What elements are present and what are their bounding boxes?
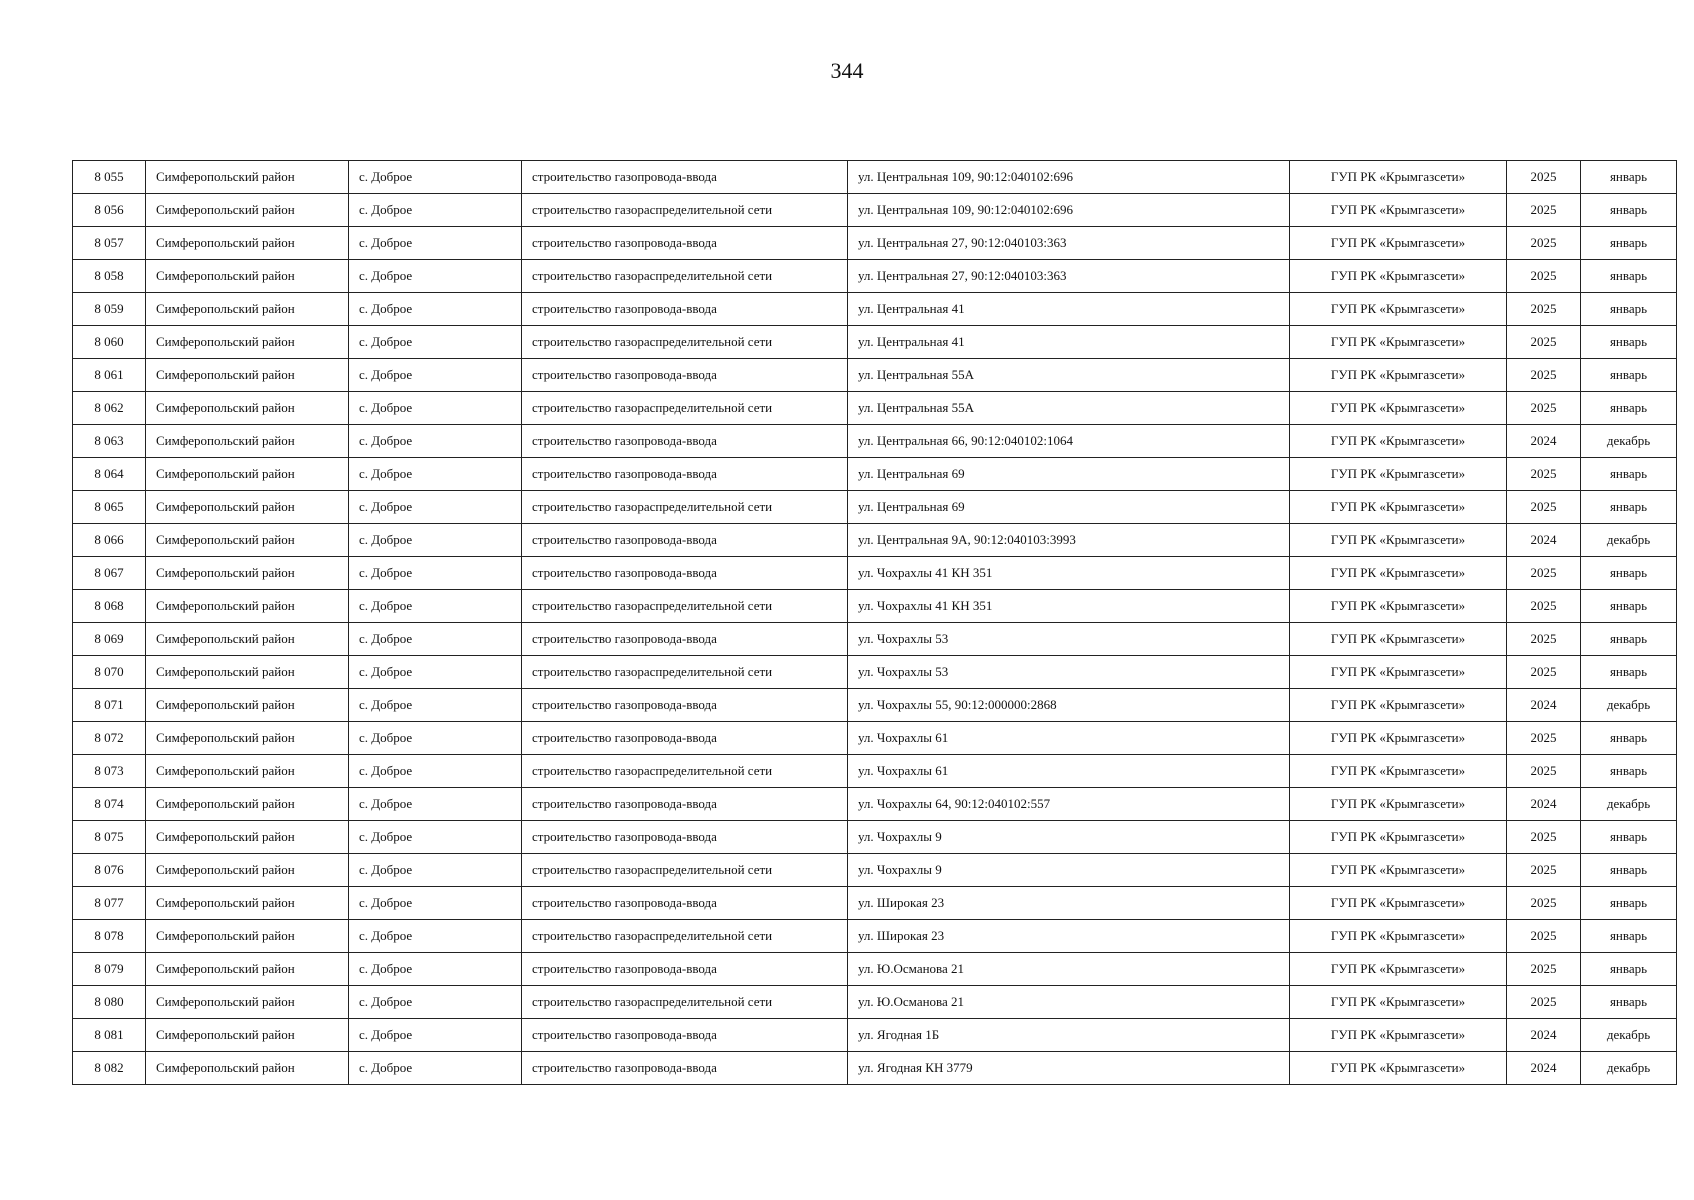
cell-village: с. Доброе	[349, 392, 522, 425]
cell-work-type: строительство газораспределительной сети	[522, 491, 848, 524]
cell-district: Симферопольский район	[146, 656, 349, 689]
cell-village: с. Доброе	[349, 788, 522, 821]
cell-address: ул. Ягодная 1Б	[848, 1019, 1290, 1052]
cell-organization: ГУП РК «Крымгазсети»	[1290, 953, 1507, 986]
cell-year: 2025	[1507, 194, 1581, 227]
cell-work-type: строительство газопровода-ввода	[522, 425, 848, 458]
cell-number: 8 073	[73, 755, 146, 788]
cell-number: 8 062	[73, 392, 146, 425]
cell-work-type: строительство газораспределительной сети	[522, 656, 848, 689]
cell-number: 8 066	[73, 524, 146, 557]
cell-month: декабрь	[1581, 524, 1677, 557]
cell-work-type: строительство газопровода-ввода	[522, 722, 848, 755]
cell-village: с. Доброе	[349, 260, 522, 293]
cell-month: январь	[1581, 359, 1677, 392]
cell-number: 8 070	[73, 656, 146, 689]
cell-district: Симферопольский район	[146, 755, 349, 788]
cell-village: с. Доброе	[349, 1019, 522, 1052]
cell-address: ул. Чохрахлы 9	[848, 854, 1290, 887]
cell-organization: ГУП РК «Крымгазсети»	[1290, 161, 1507, 194]
cell-district: Симферопольский район	[146, 392, 349, 425]
cell-month: декабрь	[1581, 788, 1677, 821]
cell-address: ул. Ю.Османова 21	[848, 953, 1290, 986]
cell-year: 2025	[1507, 458, 1581, 491]
cell-address: ул. Центральная 55А	[848, 392, 1290, 425]
cell-organization: ГУП РК «Крымгазсети»	[1290, 524, 1507, 557]
cell-organization: ГУП РК «Крымгазсети»	[1290, 392, 1507, 425]
cell-number: 8 081	[73, 1019, 146, 1052]
cell-month: январь	[1581, 953, 1677, 986]
cell-work-type: строительство газопровода-ввода	[522, 953, 848, 986]
cell-organization: ГУП РК «Крымгазсети»	[1290, 1052, 1507, 1085]
cell-organization: ГУП РК «Крымгазсети»	[1290, 821, 1507, 854]
cell-address: ул. Центральная 109, 90:12:040102:696	[848, 161, 1290, 194]
cell-district: Симферопольский район	[146, 260, 349, 293]
cell-month: январь	[1581, 557, 1677, 590]
cell-year: 2025	[1507, 326, 1581, 359]
cell-village: с. Доброе	[349, 161, 522, 194]
cell-organization: ГУП РК «Крымгазсети»	[1290, 491, 1507, 524]
table-row	[73, 458, 1677, 491]
table-row	[73, 953, 1677, 986]
cell-village: с. Доброе	[349, 425, 522, 458]
table-body	[73, 161, 1677, 1085]
cell-district: Симферопольский район	[146, 425, 349, 458]
table-row	[73, 161, 1677, 194]
cell-year: 2025	[1507, 887, 1581, 920]
cell-month: январь	[1581, 293, 1677, 326]
cell-year: 2025	[1507, 656, 1581, 689]
cell-work-type: строительство газопровода-ввода	[522, 1052, 848, 1085]
cell-village: с. Доброе	[349, 194, 522, 227]
table-row	[73, 557, 1677, 590]
cell-address: ул. Чохрахлы 61	[848, 755, 1290, 788]
cell-organization: ГУП РК «Крымгазсети»	[1290, 194, 1507, 227]
cell-work-type: строительство газораспределительной сети	[522, 755, 848, 788]
cell-month: январь	[1581, 887, 1677, 920]
cell-month: январь	[1581, 491, 1677, 524]
cell-number: 8 057	[73, 227, 146, 260]
cell-district: Симферопольский район	[146, 689, 349, 722]
cell-work-type: строительство газопровода-ввода	[522, 557, 848, 590]
table-row	[73, 854, 1677, 887]
cell-number: 8 069	[73, 623, 146, 656]
table-row	[73, 755, 1677, 788]
table-row	[73, 656, 1677, 689]
cell-address: ул. Центральная 9А, 90:12:040103:3993	[848, 524, 1290, 557]
cell-work-type: строительство газораспределительной сети	[522, 590, 848, 623]
table-row	[73, 359, 1677, 392]
cell-organization: ГУП РК «Крымгазсети»	[1290, 557, 1507, 590]
cell-work-type: строительство газораспределительной сети	[522, 260, 848, 293]
cell-address: ул. Центральная 69	[848, 458, 1290, 491]
cell-district: Симферопольский район	[146, 1019, 349, 1052]
cell-village: с. Доброе	[349, 953, 522, 986]
page-number: 344	[830, 58, 864, 83]
cell-organization: ГУП РК «Крымгазсети»	[1290, 326, 1507, 359]
cell-number: 8 065	[73, 491, 146, 524]
cell-address: ул. Ягодная КН 3779	[848, 1052, 1290, 1085]
cell-organization: ГУП РК «Крымгазсети»	[1290, 590, 1507, 623]
cell-number: 8 080	[73, 986, 146, 1019]
cell-number: 8 076	[73, 854, 146, 887]
cell-district: Симферопольский район	[146, 359, 349, 392]
cell-village: с. Доброе	[349, 722, 522, 755]
cell-year: 2025	[1507, 227, 1581, 260]
cell-district: Симферопольский район	[146, 326, 349, 359]
cell-organization: ГУП РК «Крымгазсети»	[1290, 722, 1507, 755]
cell-number: 8 058	[73, 260, 146, 293]
cell-number: 8 077	[73, 887, 146, 920]
cell-organization: ГУП РК «Крымгазсети»	[1290, 788, 1507, 821]
cell-year: 2025	[1507, 161, 1581, 194]
cell-work-type: строительство газопровода-ввода	[522, 161, 848, 194]
cell-month: декабрь	[1581, 425, 1677, 458]
cell-organization: ГУП РК «Крымгазсети»	[1290, 755, 1507, 788]
cell-month: январь	[1581, 920, 1677, 953]
cell-village: с. Доброе	[349, 854, 522, 887]
cell-year: 2024	[1507, 524, 1581, 557]
cell-district: Симферопольский район	[146, 953, 349, 986]
cell-village: с. Доброе	[349, 1052, 522, 1085]
cell-number: 8 068	[73, 590, 146, 623]
cell-month: январь	[1581, 458, 1677, 491]
cell-village: с. Доброе	[349, 986, 522, 1019]
cell-month: январь	[1581, 194, 1677, 227]
cell-work-type: строительство газораспределительной сети	[522, 986, 848, 1019]
cell-number: 8 056	[73, 194, 146, 227]
cell-organization: ГУП РК «Крымгазсети»	[1290, 260, 1507, 293]
cell-village: с. Доброе	[349, 557, 522, 590]
cell-address: ул. Центральная 27, 90:12:040103:363	[848, 227, 1290, 260]
cell-organization: ГУП РК «Крымгазсети»	[1290, 359, 1507, 392]
cell-number: 8 079	[73, 953, 146, 986]
cell-organization: ГУП РК «Крымгазсети»	[1290, 689, 1507, 722]
cell-organization: ГУП РК «Крымгазсети»	[1290, 227, 1507, 260]
cell-district: Симферопольский район	[146, 458, 349, 491]
cell-village: с. Доброе	[349, 458, 522, 491]
cell-year: 2025	[1507, 623, 1581, 656]
cell-address: ул. Чохрахлы 53	[848, 656, 1290, 689]
cell-number: 8 082	[73, 1052, 146, 1085]
cell-village: с. Доброе	[349, 887, 522, 920]
cell-address: ул. Чохрахлы 55, 90:12:000000:2868	[848, 689, 1290, 722]
cell-month: январь	[1581, 821, 1677, 854]
cell-year: 2025	[1507, 953, 1581, 986]
table-row	[73, 590, 1677, 623]
table-row	[73, 722, 1677, 755]
cell-district: Симферопольский район	[146, 524, 349, 557]
cell-month: январь	[1581, 161, 1677, 194]
cell-district: Симферопольский район	[146, 293, 349, 326]
cell-village: с. Доброе	[349, 359, 522, 392]
table-row	[73, 326, 1677, 359]
cell-district: Симферопольский район	[146, 887, 349, 920]
cell-month: январь	[1581, 590, 1677, 623]
cell-year: 2024	[1507, 425, 1581, 458]
cell-district: Симферопольский район	[146, 161, 349, 194]
table-row	[73, 260, 1677, 293]
cell-month: январь	[1581, 227, 1677, 260]
cell-work-type: строительство газопровода-ввода	[522, 887, 848, 920]
cell-month: январь	[1581, 623, 1677, 656]
cell-district: Симферопольский район	[146, 1052, 349, 1085]
cell-month: январь	[1581, 656, 1677, 689]
cell-address: ул. Центральная 109, 90:12:040102:696	[848, 194, 1290, 227]
cell-address: ул. Ю.Османова 21	[848, 986, 1290, 1019]
cell-village: с. Доброе	[349, 524, 522, 557]
cell-address: ул. Центральная 69	[848, 491, 1290, 524]
table-row	[73, 524, 1677, 557]
cell-number: 8 072	[73, 722, 146, 755]
table-row	[73, 986, 1677, 1019]
cell-year: 2025	[1507, 590, 1581, 623]
cell-village: с. Доброе	[349, 623, 522, 656]
cell-address: ул. Центральная 27, 90:12:040103:363	[848, 260, 1290, 293]
cell-address: ул. Чохрахлы 41 КН 351	[848, 590, 1290, 623]
cell-year: 2025	[1507, 722, 1581, 755]
cell-number: 8 064	[73, 458, 146, 491]
cell-year: 2025	[1507, 491, 1581, 524]
cell-village: с. Доброе	[349, 590, 522, 623]
cell-year: 2025	[1507, 920, 1581, 953]
cell-year: 2025	[1507, 557, 1581, 590]
cell-month: январь	[1581, 326, 1677, 359]
cell-organization: ГУП РК «Крымгазсети»	[1290, 656, 1507, 689]
cell-village: с. Доброе	[349, 755, 522, 788]
cell-village: с. Доброе	[349, 227, 522, 260]
cell-number: 8 060	[73, 326, 146, 359]
cell-number: 8 059	[73, 293, 146, 326]
cell-address: ул. Центральная 55А	[848, 359, 1290, 392]
cell-year: 2025	[1507, 821, 1581, 854]
cell-month: декабрь	[1581, 689, 1677, 722]
cell-address: ул. Широкая 23	[848, 920, 1290, 953]
cell-address: ул. Чохрахлы 61	[848, 722, 1290, 755]
cell-year: 2024	[1507, 1019, 1581, 1052]
cell-year: 2025	[1507, 293, 1581, 326]
cell-month: декабрь	[1581, 1052, 1677, 1085]
cell-village: с. Доброе	[349, 326, 522, 359]
cell-work-type: строительство газопровода-ввода	[522, 227, 848, 260]
cell-address: ул. Чохрахлы 64, 90:12:040102:557	[848, 788, 1290, 821]
table-row	[73, 491, 1677, 524]
cell-district: Симферопольский район	[146, 623, 349, 656]
cell-district: Симферопольский район	[146, 227, 349, 260]
cell-village: с. Доброе	[349, 689, 522, 722]
table-row	[73, 821, 1677, 854]
cell-month: январь	[1581, 260, 1677, 293]
table-row	[73, 1019, 1677, 1052]
cell-village: с. Доброе	[349, 491, 522, 524]
cell-number: 8 063	[73, 425, 146, 458]
cell-organization: ГУП РК «Крымгазсети»	[1290, 854, 1507, 887]
cell-address: ул. Широкая 23	[848, 887, 1290, 920]
cell-work-type: строительство газопровода-ввода	[522, 689, 848, 722]
table-row	[73, 227, 1677, 260]
cell-village: с. Доброе	[349, 293, 522, 326]
cell-district: Симферопольский район	[146, 788, 349, 821]
cell-address: ул. Чохрахлы 41 КН 351	[848, 557, 1290, 590]
cell-work-type: строительство газопровода-ввода	[522, 524, 848, 557]
table-row	[73, 392, 1677, 425]
table-row	[73, 623, 1677, 656]
cell-year: 2024	[1507, 788, 1581, 821]
cell-year: 2025	[1507, 359, 1581, 392]
cell-district: Симферопольский район	[146, 194, 349, 227]
cell-village: с. Доброе	[349, 920, 522, 953]
cell-organization: ГУП РК «Крымгазсети»	[1290, 458, 1507, 491]
registry-table	[72, 160, 1677, 1085]
cell-month: январь	[1581, 854, 1677, 887]
cell-number: 8 071	[73, 689, 146, 722]
cell-work-type: строительство газопровода-ввода	[522, 458, 848, 491]
cell-district: Симферопольский район	[146, 854, 349, 887]
table-row	[73, 293, 1677, 326]
table-row	[73, 425, 1677, 458]
cell-year: 2025	[1507, 854, 1581, 887]
cell-year: 2025	[1507, 260, 1581, 293]
cell-work-type: строительство газораспределительной сети	[522, 854, 848, 887]
cell-work-type: строительство газораспределительной сети	[522, 392, 848, 425]
cell-village: с. Доброе	[349, 656, 522, 689]
cell-district: Симферопольский район	[146, 986, 349, 1019]
table-row	[73, 788, 1677, 821]
cell-number: 8 078	[73, 920, 146, 953]
table-row	[73, 887, 1677, 920]
cell-address: ул. Центральная 66, 90:12:040102:1064	[848, 425, 1290, 458]
cell-district: Симферопольский район	[146, 920, 349, 953]
table-row	[73, 689, 1677, 722]
cell-number: 8 061	[73, 359, 146, 392]
cell-district: Симферопольский район	[146, 821, 349, 854]
cell-address: ул. Чохрахлы 9	[848, 821, 1290, 854]
cell-number: 8 074	[73, 788, 146, 821]
cell-work-type: строительство газопровода-ввода	[522, 1019, 848, 1052]
cell-year: 2025	[1507, 392, 1581, 425]
cell-district: Симферопольский район	[146, 722, 349, 755]
cell-organization: ГУП РК «Крымгазсети»	[1290, 1019, 1507, 1052]
table-row	[73, 920, 1677, 953]
cell-month: январь	[1581, 755, 1677, 788]
cell-organization: ГУП РК «Крымгазсети»	[1290, 986, 1507, 1019]
cell-year: 2024	[1507, 689, 1581, 722]
cell-work-type: строительство газопровода-ввода	[522, 623, 848, 656]
cell-work-type: строительство газораспределительной сети	[522, 920, 848, 953]
cell-number: 8 075	[73, 821, 146, 854]
table-row	[73, 1052, 1677, 1085]
cell-organization: ГУП РК «Крымгазсети»	[1290, 293, 1507, 326]
cell-number: 8 067	[73, 557, 146, 590]
cell-month: январь	[1581, 986, 1677, 1019]
cell-work-type: строительство газопровода-ввода	[522, 293, 848, 326]
cell-village: с. Доброе	[349, 821, 522, 854]
cell-organization: ГУП РК «Крымгазсети»	[1290, 425, 1507, 458]
cell-district: Симферопольский район	[146, 590, 349, 623]
cell-address: ул. Центральная 41	[848, 326, 1290, 359]
cell-work-type: строительство газопровода-ввода	[522, 359, 848, 392]
cell-work-type: строительство газопровода-ввода	[522, 788, 848, 821]
cell-year: 2025	[1507, 986, 1581, 1019]
cell-work-type: строительство газопровода-ввода	[522, 821, 848, 854]
cell-organization: ГУП РК «Крымгазсети»	[1290, 887, 1507, 920]
cell-district: Симферопольский район	[146, 557, 349, 590]
cell-organization: ГУП РК «Крымгазсети»	[1290, 920, 1507, 953]
cell-year: 2025	[1507, 755, 1581, 788]
cell-year: 2024	[1507, 1052, 1581, 1085]
cell-work-type: строительство газораспределительной сети	[522, 326, 848, 359]
cell-month: январь	[1581, 722, 1677, 755]
cell-organization: ГУП РК «Крымгазсети»	[1290, 623, 1507, 656]
cell-month: январь	[1581, 392, 1677, 425]
cell-number: 8 055	[73, 161, 146, 194]
cell-work-type: строительство газораспределительной сети	[522, 194, 848, 227]
table-row	[73, 194, 1677, 227]
cell-address: ул. Чохрахлы 53	[848, 623, 1290, 656]
cell-month: декабрь	[1581, 1019, 1677, 1052]
cell-address: ул. Центральная 41	[848, 293, 1290, 326]
cell-district: Симферопольский район	[146, 491, 349, 524]
